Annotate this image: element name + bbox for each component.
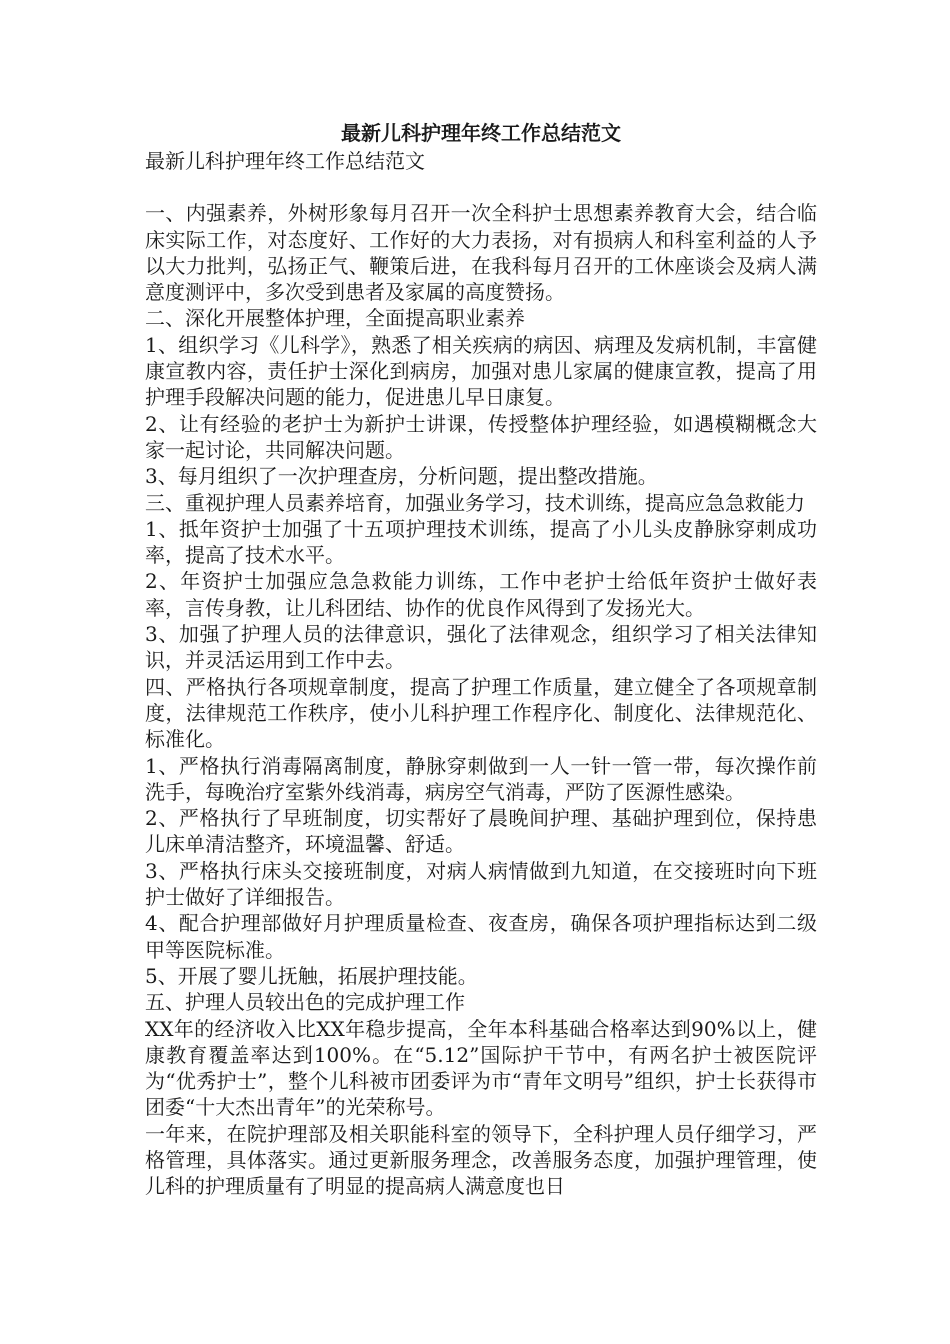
paragraph: 5、开展了婴儿抚触，拓展护理技能。 [145, 963, 478, 988]
paragraph: 1、组织学习《儿科学》，熟悉了相关疾病的病因、病理及发病机制，丰富健康宣教内容，责任护士深化到病房，加强对患儿家属的健康宣教，提高了用护理手段解决问题的能力，促进患儿早日康复。 [145, 332, 817, 410]
paragraph: 3、严格执行床头交接班制度，对病人病情做到九知道，在交接班时向下班护士做好了详细报告。 [145, 858, 817, 910]
paragraph: 2、严格执行了早班制度，切实帮好了晨晚间护理、基础护理到位，保持患儿床单清洁整齐，环境温馨、舒适。 [145, 806, 817, 857]
paragraph: 二、深化开展整体护理，全面提高职业素养 [145, 306, 525, 331]
paragraph: 1、严格执行消毒隔离制度，静脉穿刺做到一人一针一管一带，每次操作前洗手，每晚治疗室紫外线消毒，病房空气消毒，严防了医源性感染。 [145, 753, 817, 804]
paragraph: 1、抵年资护士加强了十五项护理技术训练，提高了小儿头皮静脉穿刺成功率，提高了技术水平。 [145, 516, 817, 568]
paragraph: XX年的经济收入比XX年稳步提高，全年本科基础合格率达到90%以上，健康教育覆盖率达到100%。在“5.12”国际护干节中，有两名护士被医院评为“优秀护士”，整个儿科被市团委评为市“青年文明号”组织，护士长获得市团委“十大杰出青年”的光荣称号。 [145, 1016, 817, 1120]
document-title: 最新儿科护理年终工作总结范文 [341, 121, 621, 145]
paragraph: 2、年资护士加强应急急救能力训练，工作中老护士给低年资护士做好表率，言传身教，让儿科团结、协作的优良作风得到了发扬光大。 [145, 569, 817, 620]
paragraph: 五、护理人员较出色的完成护理工作 [145, 990, 465, 1015]
paragraph: 3、每月组织了一次护理查房，分析问题，提出整改措施。 [145, 464, 658, 489]
paragraph: 4、配合护理部做好月护理质量检查、夜查房，确保各项护理指标达到二级甲等医院标准。 [145, 911, 817, 962]
paragraph: 三、重视护理人员素养培育，加强业务学习，技术训练，提高应急急救能力 [145, 490, 805, 515]
paragraph: 一、内强素养，外树形象每月召开一次全科护士思想素养教育大会，结合临床实际工作，对态度好、工作好的大力表扬，对有损病人和科室利益的人予以大力批判，弘扬正气、鞭策后进，在我科每月召开的工休座谈会及病人满意度测评中，多次受到患者及家属的高度赞扬。 [145, 201, 817, 305]
paragraph-list [145, 200, 817, 1199]
paragraph: 3、加强了护理人员的法律意识，强化了法律观念，组织学习了相关法律知识，并灵活运用到工作中去。 [145, 622, 817, 673]
paragraph: 四、严格执行各项规章制度，提高了护理工作质量，建立健全了各项规章制度，法律规范工作秩序，使小儿科护理工作程序化、制度化、法律规范化、标准化。 [145, 674, 817, 752]
document-body [145, 118, 817, 1200]
paragraph: 2、让有经验的老护士为新护士讲课，传授整体护理经验，如遇模糊概念大家一起讨论，共同解决问题。 [145, 411, 817, 462]
paragraph: 一年来，在院护理部及相关职能科室的领导下，全科护理人员仔细学习，严格管理，具体落实。通过更新服务理念，改善服务态度，加强护理管理，使儿科的护理质量有了明显的提高病人满意度也日 [145, 1121, 817, 1199]
document-subtitle: 最新儿科护理年终工作总结范文 [145, 149, 425, 173]
